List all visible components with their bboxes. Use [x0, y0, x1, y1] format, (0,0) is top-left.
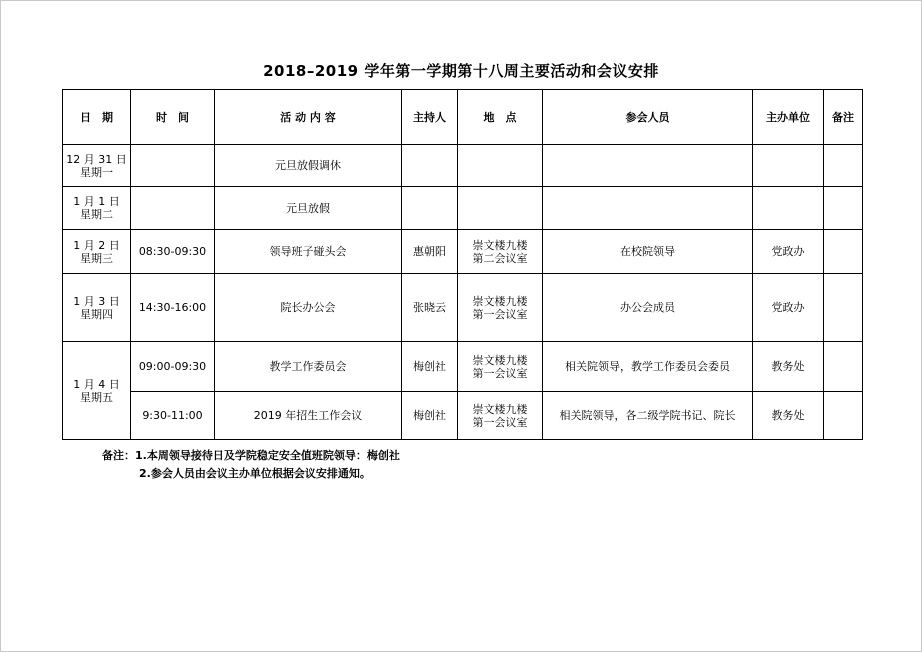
time-cell: 08:30-09:30: [131, 230, 215, 274]
host-cell: 张晓云: [402, 274, 458, 342]
header-time: 时 间: [131, 90, 215, 145]
place-room: 第一会议室: [472, 307, 528, 321]
remark-cell: [824, 392, 863, 440]
table-header-row: [63, 90, 863, 145]
date-cell: [63, 145, 131, 187]
host-cell: [402, 145, 458, 187]
place-cell: [458, 274, 543, 342]
place-cell: [458, 230, 543, 274]
date-label: 1 月 4 日: [73, 377, 120, 391]
weekday-label: 星期三: [80, 251, 113, 265]
attendees-cell: [543, 145, 753, 187]
organizer-cell: 党政办: [753, 274, 824, 342]
table-row: [63, 274, 863, 342]
host-cell: [402, 187, 458, 230]
place-room: 第二会议室: [472, 251, 528, 265]
host-cell: 梅创社: [402, 342, 458, 392]
date-cell: [63, 274, 131, 342]
place-building: 崇文楼九楼: [472, 353, 528, 367]
header-host: 主持人: [402, 90, 458, 145]
schedule-table: [62, 89, 863, 440]
weekday-label: 星期一: [80, 165, 113, 179]
content-cell: 领导班子碰头会: [215, 230, 402, 274]
time-cell: 9:30-11:00: [131, 392, 215, 440]
remark-cell: [824, 187, 863, 230]
header-date: 日 期: [63, 90, 131, 145]
header-attendees: 参会人员: [543, 90, 753, 145]
page-title: 2018–2019 学年第一学期第十八周主要活动和会议安排: [263, 62, 659, 80]
place-cell: [458, 342, 543, 392]
attendees-cell: 办公会成员: [543, 274, 753, 342]
content-cell: 元旦放假调休: [215, 145, 402, 187]
weekday-label: 星期二: [80, 208, 113, 221]
date-label: 1 月 1 日: [73, 195, 120, 208]
organizer-cell: [753, 145, 824, 187]
remark-cell: [824, 342, 863, 392]
organizer-cell: 教务处: [753, 342, 824, 392]
attendees-cell: 在校院领导: [543, 230, 753, 274]
content-cell: 院长办公会: [215, 274, 402, 342]
time-cell: [131, 145, 215, 187]
place-building: 崇文楼九楼: [472, 402, 528, 416]
organizer-cell: 党政办: [753, 230, 824, 274]
remark-cell: [824, 230, 863, 274]
header-remark: 备注: [824, 90, 863, 145]
time-cell: 14:30-16:00: [131, 274, 215, 342]
note-line-1: 备注：1.本周领导接待日及学院稳定安全值班院领导：梅创社: [102, 449, 400, 462]
header-place: 地 点: [458, 90, 543, 145]
header-organizer: 主办单位: [753, 90, 824, 145]
date-label: 12 月 31 日: [66, 152, 127, 166]
time-cell: 09:00-09:30: [131, 342, 215, 392]
weekday-label: 星期四: [80, 307, 113, 321]
attendees-cell: [543, 187, 753, 230]
table-row: [63, 187, 863, 230]
content-cell: 2019 年招生工作会议: [215, 392, 402, 440]
date-label: 1 月 2 日: [73, 238, 120, 252]
host-cell: 惠朝阳: [402, 230, 458, 274]
table-row: [63, 145, 863, 187]
date-label: 1 月 3 日: [73, 294, 120, 308]
place-cell: [458, 187, 543, 230]
attendees-cell: 相关院领导，教学工作委员会委员: [543, 342, 753, 392]
table-row: [63, 342, 863, 392]
date-cell: [63, 187, 131, 230]
content-cell: 教学工作委员会: [215, 342, 402, 392]
place-cell: [458, 392, 543, 440]
weekday-label: 星期五: [80, 390, 113, 404]
organizer-cell: [753, 187, 824, 230]
time-cell: [131, 187, 215, 230]
remark-cell: [824, 145, 863, 187]
place-building: 崇文楼九楼: [472, 294, 528, 308]
place-room: 第一会议室: [472, 366, 528, 380]
table-row: [63, 230, 863, 274]
table-row: [63, 392, 863, 440]
organizer-cell: 教务处: [753, 392, 824, 440]
host-cell: 梅创社: [402, 392, 458, 440]
note-line-2: 2.参会人员由会议主办单位根据会议安排通知。: [139, 467, 371, 480]
notes-block: [102, 447, 400, 483]
date-cell: [63, 230, 131, 274]
content-cell: 元旦放假: [215, 187, 402, 230]
date-cell: [63, 342, 131, 440]
attendees-cell: 相关院领导，各二级学院书记、院长: [543, 392, 753, 440]
place-room: 第一会议室: [472, 415, 528, 429]
header-content: 活 动 内 容: [215, 90, 402, 145]
place-cell: [458, 145, 543, 187]
remark-cell: [824, 274, 863, 342]
place-building: 崇文楼九楼: [472, 238, 528, 252]
